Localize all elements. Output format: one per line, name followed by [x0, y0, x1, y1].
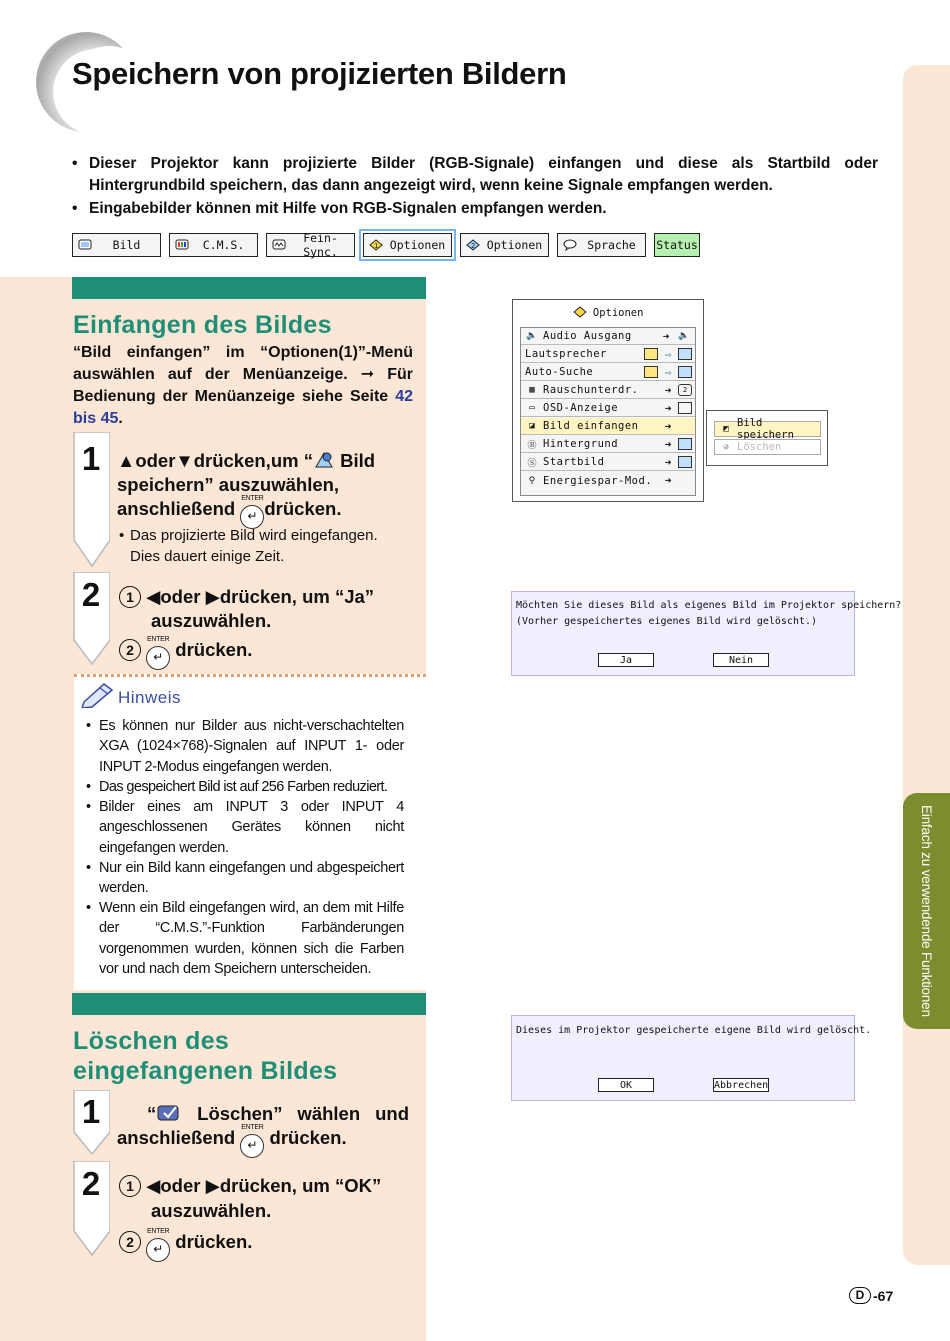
page-title: Speichern von projizierten Bildern	[72, 56, 567, 91]
capture-submenu	[706, 410, 828, 466]
submenu-item-loeschen[interactable]: ◕ Löschen	[714, 439, 821, 455]
save-image-icon: ◩	[723, 424, 729, 434]
option-box-icon	[678, 366, 692, 378]
osd-item-hintergrund[interactable]: Ⓑ Hintergrund ➜	[521, 436, 695, 453]
step-number: 2	[81, 576, 101, 613]
osd-item-startbild[interactable]: Ⓢ Startbild ➜	[521, 454, 695, 471]
tab-sprache[interactable]: Sprache	[557, 233, 646, 257]
options-1-icon	[573, 307, 587, 319]
step-instruction: 1 ◀oder ▶drücken, um “Ja”	[119, 585, 419, 609]
delete-image-icon: ◕	[723, 442, 729, 452]
arrow-right-icon: ➜	[664, 401, 672, 415]
step-instruction: auszuwählen.	[151, 1200, 272, 1221]
section-divider-bar	[72, 993, 426, 1015]
display-icon	[678, 402, 692, 414]
osd-title: Optionen	[592, 307, 644, 319]
startup-icon: Ⓢ	[527, 458, 537, 469]
waveform-icon	[271, 238, 287, 252]
monitor-icon	[77, 238, 93, 252]
enter-button-icon: ENTER ↵	[146, 646, 170, 670]
osd-item-bild-einfangen[interactable]: ◪ Bild einfangen ➜	[521, 418, 695, 435]
section-title-loeschen: Löschen des eingefangenen Bildes	[73, 1027, 338, 1085]
page-number: D -67	[849, 1287, 893, 1304]
delete-image-icon	[156, 1103, 182, 1124]
save-confirm-dialog	[511, 591, 902, 676]
tab-optionen-1[interactable]: 1 Optionen	[363, 233, 452, 257]
tab-optionen-2[interactable]: 2 Optionen	[460, 233, 549, 257]
step-instruction: auszuwählen.	[151, 610, 272, 631]
intro-text: Eingabebilder können mit Hilfe von RGB-Signalen empfangen werden.	[89, 200, 607, 217]
chapter-side-tab-label: Einfach zu verwendende Funktionen	[919, 805, 934, 1017]
arrow-right-icon: ➜	[664, 455, 672, 469]
osd-item-osd-anzeige[interactable]: ▭ OSD-Anzeige ➜	[521, 400, 695, 417]
ok-button[interactable]: OK	[598, 1078, 654, 1092]
power-save-icon: ⚲	[528, 475, 536, 486]
osd-item-auto-suche[interactable]: Auto-Suche ⇨	[521, 364, 695, 381]
right-margin-strip	[903, 65, 950, 1265]
page-reference-link[interactable]: 42 bis 45	[73, 388, 413, 427]
down-arrow-icon: ▼	[175, 450, 194, 471]
dialog-message: (Vorher gespeichertes eigenes Bild wird gelöscht.)	[516, 616, 818, 627]
arrow-right-icon: ➜	[664, 437, 672, 451]
arrow-right-icon: ➜	[664, 383, 672, 397]
cancel-button[interactable]: Abbrechen	[714, 1080, 769, 1091]
step-instruction: 2 ENTER ↵ drücken.	[119, 638, 252, 670]
option-box-icon	[678, 456, 692, 468]
option-box-icon	[644, 348, 658, 360]
osd-item-rauschunterdr[interactable]: ▦ Rauschunterdr. ➜ 2	[521, 382, 695, 399]
right-arrow-icon: ▶	[205, 586, 220, 607]
arrow-right-icon: ⇨	[664, 347, 672, 361]
arrow-right-icon: ➜	[664, 419, 672, 433]
submenu-item-bild-speichern[interactable]: ◩ Bild speichern	[714, 421, 821, 437]
speaker-icon: 🔈	[678, 331, 690, 341]
intro-bullet: • Eingabebilder können mit Hilfe von RGB-Signalen empfangen werden.	[72, 198, 878, 220]
left-arrow-icon: ◀	[146, 586, 161, 607]
speech-bubble-icon	[562, 238, 578, 252]
language-badge: D	[849, 1287, 871, 1304]
capture-icon: ◪	[529, 421, 535, 431]
svg-text:1: 1	[374, 242, 379, 250]
color-bars-icon	[174, 238, 190, 252]
hint-item: • Wenn ein Bild eingefangen wird, an dem mit Hilfe der “C.M.S.”-Funktion Farbänderungen vorgenommen wurden, können sich die Farben vor und nach dem Speichern unterscheiden.	[86, 900, 404, 977]
enter-button-icon: ENTER ↵	[240, 505, 264, 529]
arrow-right-icon: ⇨	[664, 365, 672, 379]
save-image-icon	[313, 450, 335, 471]
hint-label: Hinweis	[118, 688, 182, 707]
option-box-icon	[678, 438, 692, 450]
no-button[interactable]: Nein	[713, 653, 769, 667]
options-1-icon	[368, 238, 384, 252]
svg-text:2: 2	[471, 242, 476, 250]
step-instruction: “ Löschen” wählen und anschließend ENTER ↵ drücken.	[117, 1102, 409, 1158]
option-box-icon	[644, 366, 658, 378]
hint-item: • Nur ein Bild kann eingefangen und abgespeichert werden.	[86, 860, 404, 897]
pencil-icon	[80, 680, 116, 708]
section-description: “Bild einfangen” im “Optionen(1)”-Menü auswählen auf der Menüanzeige. ➞ Für Bedienung der Menüanzeige siehe Seite 42 bis 45.	[73, 344, 413, 427]
enter-button-icon: ENTER ↵	[240, 1134, 264, 1158]
hint-item: • Es können nur Bilder aus nicht-verschachtelten XGA (1024×768)-Signalen auf INPUT 1- oder INPUT 2-Modus eingefangen werden.	[86, 718, 404, 775]
option-box-icon	[678, 348, 692, 360]
noise-icon: ▦	[529, 385, 535, 395]
section-title-einfangen: Einfangen des Bildes	[73, 311, 332, 339]
step-note: • Das projizierte Bild wird eingefangen. Dies dauert einige Zeit.	[119, 527, 378, 565]
intro-text: Dieser Projektor kann projizierte Bilder (RGB-Signale) einfangen und diese als Startbild oder Hintergrundbild speichern, das dann angezeigt wird, wenn keine Signale empfangen werden.	[89, 155, 878, 194]
tab-bild[interactable]: Bild	[72, 233, 161, 257]
right-arrow-icon: ▶	[205, 1175, 220, 1196]
background-icon: Ⓑ	[527, 440, 537, 451]
speaker-icon: 🔈	[526, 331, 538, 341]
step-number: 1	[81, 1093, 101, 1130]
step-instruction: 1 ◀oder ▶drücken, um “OK”	[119, 1174, 419, 1198]
hint-item: • Das gespeichert Bild ist auf 256 Farben reduziert.	[86, 779, 388, 795]
up-arrow-icon: ▲	[117, 450, 136, 471]
dialog-message: Möchten Sie dieses Bild als eigenes Bild im Projektor speichern?	[516, 600, 902, 611]
osd-options-menu	[512, 299, 704, 502]
delete-confirm-dialog	[511, 1015, 872, 1101]
step-number: 2	[81, 1165, 101, 1202]
arrow-right-icon: ➜	[664, 474, 672, 487]
section-divider-bar	[72, 277, 426, 299]
display-icon: ▭	[529, 403, 535, 413]
step-number: 1	[81, 440, 101, 477]
options-2-icon	[465, 238, 481, 252]
step-instruction: 2 ENTER ↵ drücken.	[119, 1230, 252, 1262]
badge-2-icon: 2	[678, 384, 692, 396]
osd-item-audio-ausgang[interactable]: 🔈 Audio Ausgang ➜ 🔈	[521, 328, 695, 345]
left-arrow-icon: ◀	[146, 1175, 161, 1196]
tab-status[interactable]: Status	[654, 233, 700, 257]
osd-item-energiespar-mod[interactable]: ⚲ Energiespar-Mod. ➜	[521, 472, 695, 489]
step-instruction: ▲oder▼drücken,um “ Bild speichern” auszuwählen, anschließend ENTER ↵ drücken.	[117, 449, 409, 529]
tab-cms[interactable]: C.M.S.	[169, 233, 258, 257]
arrow-right-icon: ➜	[662, 329, 670, 343]
enter-button-icon: ENTER ↵	[146, 1238, 170, 1262]
dialog-message: Dieses im Projektor gespeicherte eigene Bild wird gelöscht.	[516, 1025, 872, 1036]
yes-button[interactable]: Ja	[598, 653, 654, 667]
tab-fein-sync[interactable]: Fein-Sync.	[266, 233, 355, 257]
intro-bullet: • Dieser Projektor kann projizierte Bilder (RGB-Signale) einfangen und diese als Startbild oder Hintergrundbild speichern, das dann angezeigt wird, wenn keine Signale empfangen werden.	[72, 153, 878, 197]
hint-item: • Bilder eines am INPUT 3 oder INPUT 4 angeschlossenen Gerätes können nicht eingefangen werden.	[86, 799, 404, 856]
osd-item-lautsprecher[interactable]: Lautsprecher ⇨	[521, 346, 695, 363]
